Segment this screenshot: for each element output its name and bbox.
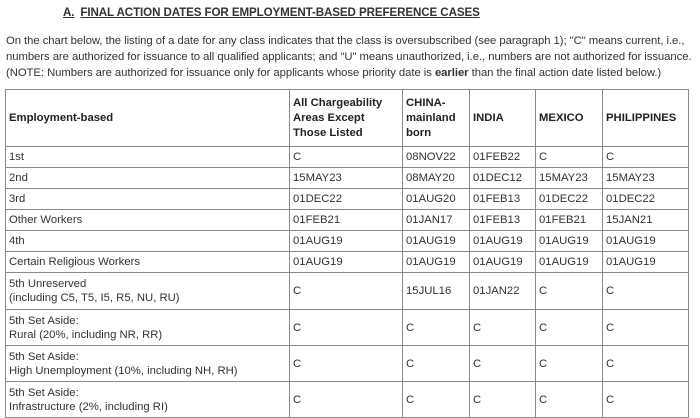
table-row [6,210,689,231]
table-cell: 15JAN21 [603,210,689,231]
table-row [6,273,689,310]
table-cell: 01FEB13 [470,189,536,210]
table-cell: 08MAY20 [403,168,470,189]
row-label-line: 5th Unreserved [9,278,87,290]
table-cell: 15MAY23 [290,168,403,189]
row-label-line: 2nd [9,172,28,184]
header-employment-based: Employment-based [6,90,290,147]
table-cell: C [470,310,536,346]
header-india: INDIA [470,90,536,147]
table-cell: C [470,382,536,418]
table-cell: C [536,382,603,418]
row-label [6,346,290,382]
row-label-line: 4th [9,235,25,247]
table-cell: 15JUL16 [403,273,470,310]
row-label-line: Infrastructure (2%, including RI) [9,400,168,413]
row-label [6,310,290,346]
table-cell: 01AUG19 [290,231,403,252]
table-cell: 01DEC12 [470,168,536,189]
row-label [6,273,290,310]
table-row [6,252,689,273]
table-row [6,168,689,189]
header-all-chargeability: All Chargeability Areas Except Those Listed [290,90,403,147]
table-cell: 01AUG19 [603,231,689,252]
table-row [6,310,689,346]
section-heading [63,6,480,19]
row-label [6,189,290,210]
table-cell: C [290,346,403,382]
row-label [6,252,290,273]
section-heading-title: FINAL ACTION DATES FOR EMPLOYMENT-BASED PREFERENCE CASES [80,6,480,19]
table-cell: C [603,310,689,346]
table-cell: 01AUG19 [603,252,689,273]
table-cell: C [603,382,689,418]
table-cell: C [290,273,403,310]
header-china: CHINA-mainland born [403,90,470,147]
table-body [6,147,689,418]
table-cell: C [290,147,403,168]
table-cell: 01JAN17 [403,210,470,231]
table-cell: 01AUG19 [470,231,536,252]
table-cell: C [536,147,603,168]
table-cell: 01AUG19 [536,231,603,252]
table-cell: C [603,273,689,310]
table-row [6,346,689,382]
table-cell: C [403,382,470,418]
table-cell: C [290,310,403,346]
header-mexico: MEXICO [536,90,603,147]
intro-paragraph [6,33,696,81]
row-label-line: Certain Religious Workers [9,256,141,268]
table-cell: 01FEB21 [290,210,403,231]
intro-emphasis: earlier [434,67,469,79]
row-label-line: (including C5, T5, I5, R5, NU, RU) [9,292,180,304]
table-header-row [6,90,689,147]
table-cell: 15MAY23 [536,168,603,189]
table-cell: 01DEC22 [536,189,603,210]
header-philippines: PHILIPPINES [603,90,689,147]
row-label-line: 1st [9,151,25,163]
table-cell: C [290,382,403,418]
table-cell: 01AUG20 [403,189,470,210]
table-cell: 01AUG19 [470,252,536,273]
table-row [6,147,689,168]
table-cell: C [603,147,689,168]
table-cell: C [470,346,536,382]
table-cell: 01FEB13 [470,210,536,231]
final-action-dates-table [5,89,689,418]
row-label [6,231,290,252]
table-cell: 01DEC22 [603,189,689,210]
section-heading-prefix: A. [63,6,75,19]
intro-text-part2: than the final action date listed below.) [468,67,662,79]
table-cell: C [603,346,689,382]
row-label-line: 5th Set Aside: [9,314,79,327]
table-cell: 15MAY23 [603,168,689,189]
table-cell: C [536,273,603,310]
table-cell: 01AUG19 [290,252,403,273]
table-cell: C [536,346,603,382]
table-row [6,189,689,210]
table-row [6,382,689,418]
row-label-line: Other Workers [9,214,83,226]
table-cell: 01AUG19 [536,252,603,273]
table-cell: 01AUG19 [403,252,470,273]
row-label-line: 5th Set Aside: [9,386,79,399]
row-label [6,168,290,189]
row-label-line: 5th Set Aside: [9,350,79,363]
row-label-line: High Unemployment (10%, including NH, RH) [9,364,238,377]
row-label [6,147,290,168]
table-cell: C [536,310,603,346]
row-label [6,210,290,231]
table-cell: 01JAN22 [470,273,536,310]
table-cell: 01DEC22 [290,189,403,210]
table-cell: C [403,346,470,382]
table-cell: 08NOV22 [403,147,470,168]
table-row [6,231,689,252]
intro-text-part1: On the chart below, the listing of a date for any class indicates that the class is oversubscribed (see paragraph 1); "C" means current, i.e., numbers are authorized for issuance to all qualified applicants; and "U" means unauthorized, i.e., numbers are not authorized for issuance. (NOTE: Numbers are authorized for issuance only for applicants whose priority date is [6,35,692,79]
table-cell: 01AUG19 [403,231,470,252]
row-label [6,382,290,418]
table-cell: 01FEB22 [470,147,536,168]
row-label-line: 3rd [9,193,26,205]
table-cell: C [403,310,470,346]
row-label-line: Rural (20%, including NR, RR) [9,328,163,341]
table-cell: 01FEB21 [536,210,603,231]
